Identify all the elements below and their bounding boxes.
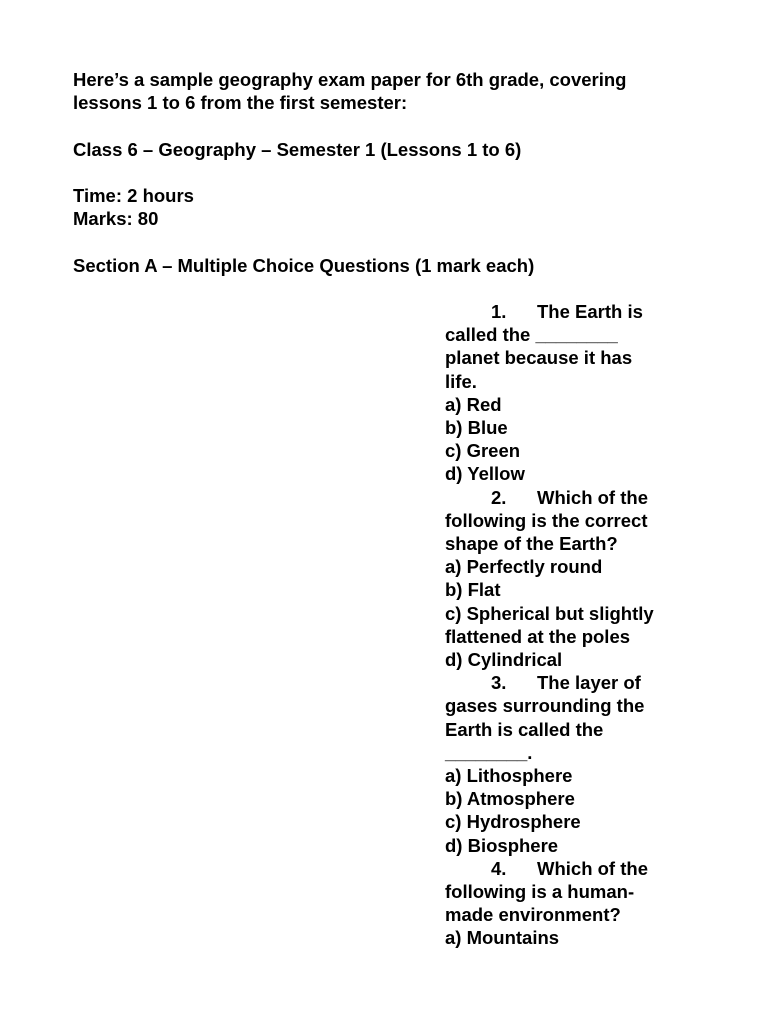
answer-option: b) Atmosphere	[445, 788, 575, 810]
question-text-line: Which of the	[537, 486, 648, 508]
answer-option: c) Spherical but slightly	[445, 602, 654, 624]
question-2-first-line	[445, 486, 680, 509]
exam-time: Time: 2 hours	[73, 184, 194, 206]
question-text-line: Earth is called the	[445, 718, 604, 740]
question-number: 2.	[491, 486, 507, 508]
question-1	[445, 300, 680, 486]
question-text-line: Which of the	[537, 857, 648, 879]
question-number: 1.	[491, 301, 507, 322]
exam-title: Class 6 – Geography – Semester 1 (Lessons 1 to 6)	[73, 138, 522, 160]
question-text-line: following is a human-	[445, 881, 635, 903]
question-text-line: The layer of	[537, 672, 641, 694]
question-text-line: called the ________	[445, 324, 618, 346]
question-text-line: made environment?	[445, 904, 621, 926]
question-1-first-line	[445, 300, 680, 323]
exam-marks: Marks: 80	[73, 208, 159, 230]
intro-line-1: Here’s a sample geography exam paper for 6th grade, covering	[73, 69, 627, 90]
question-text-line: ________.	[445, 741, 533, 763]
intro-line-2: lessons 1 to 6 from the first semester:	[73, 92, 408, 114]
answer-option: a) Lithosphere	[445, 765, 573, 787]
question-4-first-line	[445, 857, 680, 880]
question-text-line: planet because it has	[445, 347, 633, 369]
question-number: 3.	[491, 672, 507, 694]
answer-option: a) Perfectly round	[445, 556, 603, 578]
answer-option: d) Cylindrical	[445, 649, 563, 671]
spacer	[73, 161, 713, 184]
question-text-line: life.	[445, 370, 477, 392]
spacer	[73, 114, 713, 137]
question-3-first-line	[445, 671, 680, 694]
answer-option: a) Red	[445, 393, 502, 415]
question-text-line: The Earth is	[537, 301, 643, 322]
answer-option: c) Green	[445, 440, 521, 462]
question-number: 4.	[491, 857, 507, 879]
question-3	[445, 671, 680, 857]
answer-option: b) Flat	[445, 579, 501, 601]
question-text-line: gases surrounding the	[445, 695, 645, 717]
question-text-line: following is the correct	[445, 509, 648, 531]
question-text-line: shape of the Earth?	[445, 533, 618, 555]
answer-option: d) Biosphere	[445, 834, 559, 856]
spacer	[73, 230, 713, 253]
answer-option: c) Hydrosphere	[445, 811, 581, 833]
intro-block	[73, 68, 713, 277]
answer-option-continued: flattened at the poles	[445, 625, 631, 647]
question-list	[445, 300, 680, 950]
answer-option: d) Yellow	[445, 463, 525, 485]
section-title: Section A – Multiple Choice Questions (1 mark each)	[73, 254, 535, 276]
question-2	[445, 486, 680, 672]
answer-option: b) Blue	[445, 417, 508, 439]
question-4	[445, 857, 680, 950]
answer-option: a) Mountains	[445, 927, 560, 949]
